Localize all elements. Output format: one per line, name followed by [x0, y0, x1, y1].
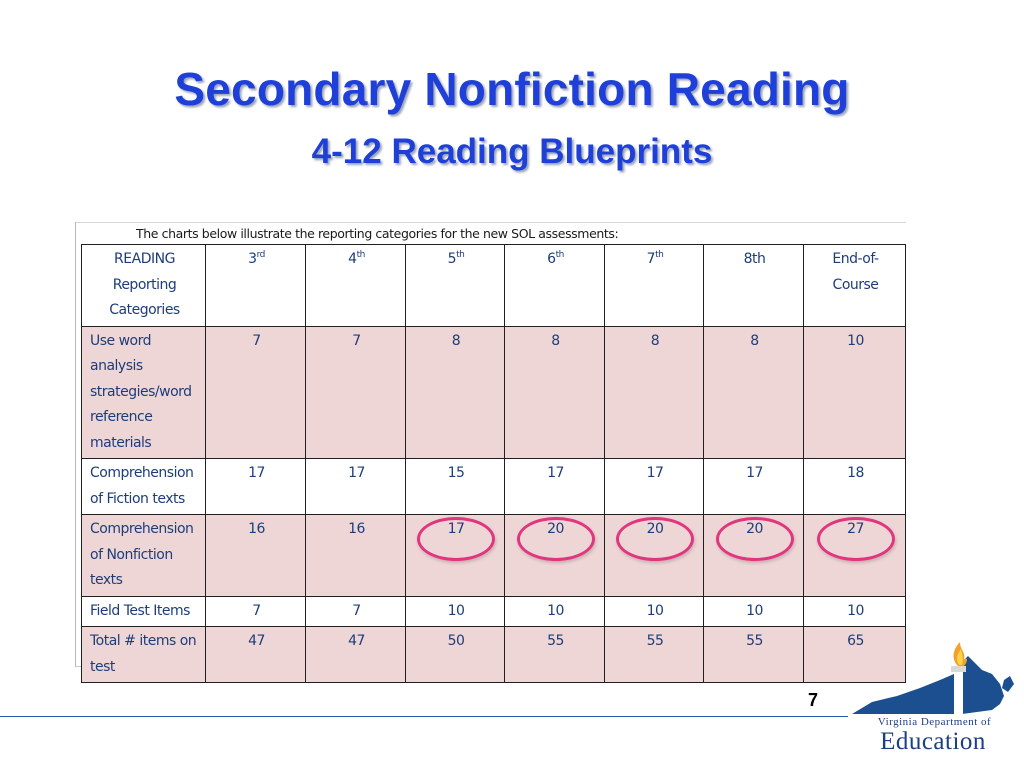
row-value-cell: 8: [505, 326, 605, 459]
slide-subtitle: 4-12 Reading Blueprints: [311, 132, 713, 171]
header-grade-cell: [206, 245, 306, 327]
row-value-cell: 20: [704, 515, 804, 597]
logo-line2: Education: [880, 728, 986, 755]
row-value-cell: 17: [406, 515, 505, 597]
header-grade-suffix: rd: [256, 250, 265, 260]
row-value-cell: 20: [505, 515, 605, 597]
row-category-cell: Field Test Items: [82, 596, 206, 627]
row-value-cell: 10: [704, 596, 804, 627]
header-grade-cell: [306, 245, 406, 327]
row-value-cell: 8: [406, 326, 505, 459]
vdoe-logo: [842, 640, 1017, 760]
row-value-cell: 55: [704, 627, 804, 683]
header-row: [82, 245, 906, 327]
row-value-cell: 27: [804, 515, 906, 597]
highlight-circle: [417, 517, 495, 561]
row-value-cell: 47: [206, 627, 306, 683]
blueprint-table-image: [75, 222, 906, 675]
header-grade-label: End-of- Course: [832, 251, 879, 293]
header-category-line: Reporting: [112, 276, 177, 293]
footer-divider: [0, 716, 848, 717]
highlight-circle: [517, 517, 595, 561]
header-grade-label: 3: [248, 251, 257, 267]
row-value-cell: 7: [306, 326, 406, 459]
virginia-map-torch-icon: [842, 640, 1017, 718]
highlight-circle: [616, 517, 694, 561]
highlight-circle: [716, 517, 794, 561]
page-number: 7: [808, 690, 819, 710]
header-grade-cell: [804, 245, 906, 327]
header-grade-cell: [605, 245, 704, 327]
row-value-cell: 16: [206, 515, 306, 597]
header-grade-cell: [704, 245, 804, 327]
header-category-line: Categories: [109, 302, 180, 318]
row-value-cell: 10: [505, 596, 605, 627]
row-value-cell: 47: [306, 627, 406, 683]
slide-title: Secondary Nonfiction Reading: [174, 63, 850, 115]
header-grade-label: 7: [646, 251, 656, 267]
reporting-categories-table: [81, 244, 906, 683]
row-category-cell: Comprehension of Fiction texts: [82, 459, 206, 515]
header-grade-cell: [505, 245, 605, 327]
row-value-cell: 16: [306, 515, 406, 597]
row-value-cell: 65: [804, 627, 906, 683]
table-row: [82, 459, 906, 515]
row-value-cell: 7: [206, 596, 306, 627]
intro-rule: [76, 222, 906, 223]
row-value-cell: 17: [704, 459, 804, 515]
header-grade-suffix: th: [555, 250, 564, 260]
table-row: [82, 596, 906, 627]
row-category-cell: Comprehension of Nonfiction texts: [82, 515, 206, 597]
row-value-cell: 18: [804, 459, 906, 515]
row-value-cell: 7: [306, 596, 406, 627]
logo-line1: Virginia Department of: [877, 716, 992, 728]
row-value-cell: 17: [306, 459, 406, 515]
header-grade-label: 6: [547, 251, 556, 267]
row-value-cell: 10: [605, 596, 704, 627]
header-grade-cell: [406, 245, 505, 327]
row-value-cell: 20: [605, 515, 704, 597]
table-row: [82, 326, 906, 459]
header-grade-suffix: th: [655, 250, 664, 260]
row-value-cell: 50: [406, 627, 505, 683]
row-category-cell: Use word analysis strategies/word reference materials: [82, 326, 206, 459]
row-value-cell: 8: [704, 326, 804, 459]
row-value-cell: 15: [406, 459, 505, 515]
header-category-line: READING: [114, 251, 175, 267]
header-category-cell: [82, 245, 206, 327]
row-value-cell: 17: [206, 459, 306, 515]
table-row: [82, 627, 906, 683]
row-value-cell: 10: [804, 596, 906, 627]
header-grade-suffix: th: [456, 250, 465, 260]
header-grade-label: 8th: [743, 251, 766, 267]
header-grade-suffix: th: [356, 250, 365, 260]
row-category-cell: Total # items on test: [82, 627, 206, 683]
row-value-cell: 8: [605, 326, 704, 459]
row-value-cell: 55: [505, 627, 605, 683]
row-value-cell: 10: [804, 326, 906, 459]
row-value-cell: 17: [605, 459, 704, 515]
row-value-cell: 55: [605, 627, 704, 683]
highlight-circle: [817, 517, 895, 561]
table-intro-text: The charts below illustrate the reporting categories for the new SOL assessments:: [136, 226, 619, 241]
row-value-cell: 17: [505, 459, 605, 515]
row-value-cell: 10: [406, 596, 505, 627]
header-grade-label: 5: [447, 251, 457, 267]
header-grade-label: 4: [348, 251, 357, 267]
row-value-cell: 7: [206, 326, 306, 459]
